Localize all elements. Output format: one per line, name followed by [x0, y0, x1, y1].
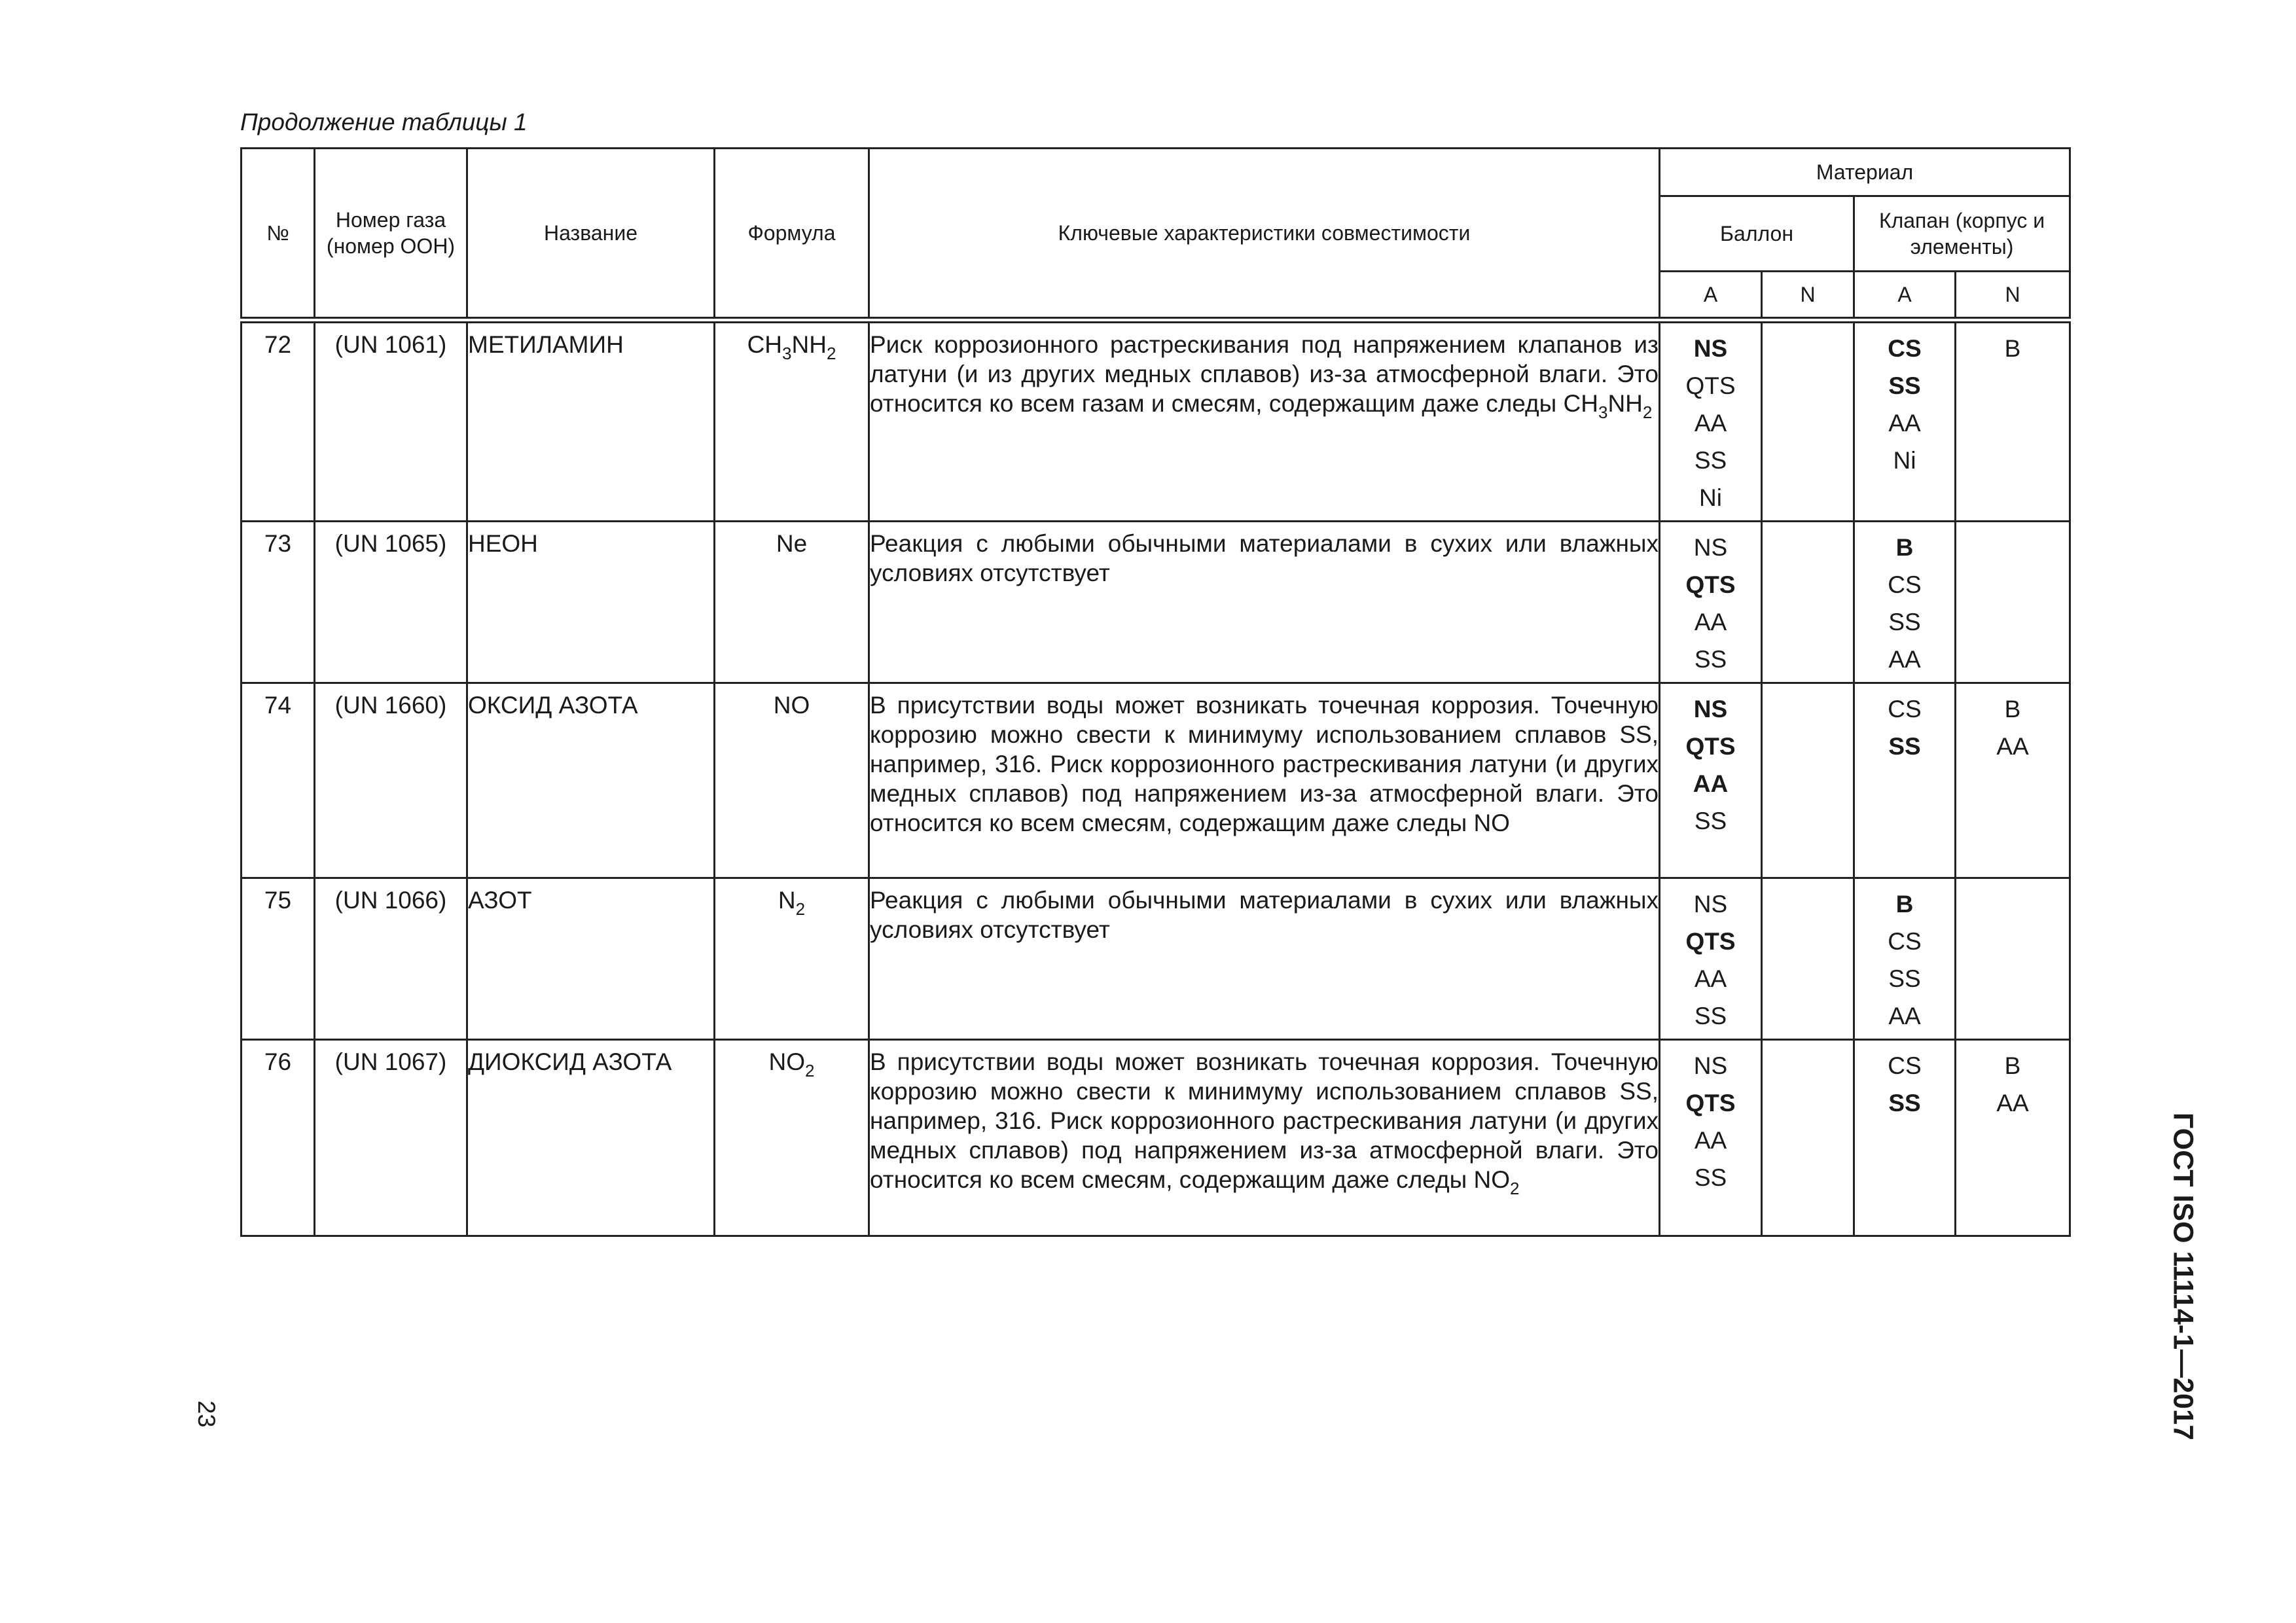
material-code: AA — [1694, 965, 1727, 992]
material-code: AA — [1888, 410, 1921, 437]
material-code: SS — [1888, 372, 1921, 399]
gas-name: АЗОТ — [467, 878, 715, 1040]
header-cylinder-a: A — [1660, 272, 1762, 321]
material-code: SS — [1694, 1164, 1727, 1191]
formula-part: NO — [773, 692, 810, 719]
valve-a-materials — [1854, 320, 1956, 522]
compatibility-table — [240, 147, 2071, 1237]
table-row — [242, 878, 2070, 1040]
un-number: (UN 1066) — [315, 878, 467, 1040]
table-row — [242, 320, 2070, 522]
material-code: QTS — [1685, 1090, 1736, 1116]
row-number: 74 — [242, 683, 315, 878]
gas-name: ОКСИД АЗОТА — [467, 683, 715, 878]
gas-formula — [715, 683, 869, 878]
gas-formula — [715, 1040, 869, 1236]
material-code: QTS — [1685, 733, 1736, 760]
material-code: B — [2004, 335, 2021, 362]
material-code: AA — [1693, 770, 1729, 797]
valve-a-materials — [1854, 1040, 1956, 1236]
formula-part: NO — [1473, 1166, 1510, 1193]
material-code: AA — [1888, 646, 1921, 673]
formula-part: Ne — [776, 530, 808, 557]
material-code: AA — [1694, 1127, 1727, 1154]
cylinder-a-materials — [1660, 320, 1762, 522]
material-code: SS — [1888, 1090, 1921, 1116]
cylinder-a-materials — [1660, 522, 1762, 683]
material-code: NS — [1693, 335, 1728, 362]
formula-subscript: 3 — [782, 344, 792, 363]
table-row — [242, 683, 2070, 878]
standard-designation — [2163, 1113, 2202, 1453]
un-number: (UN 1061) — [315, 320, 467, 522]
material-code: B — [1895, 891, 1914, 918]
un-number: (UN 1065) — [315, 522, 467, 683]
material-code: SS — [1888, 965, 1921, 992]
valve-n-materials — [1956, 522, 2070, 683]
compatibility-description — [869, 320, 1660, 522]
material-code: B — [1895, 534, 1914, 561]
header-name: Название — [467, 149, 715, 321]
material-code: AA — [1996, 733, 2029, 760]
material-code: SS — [1694, 447, 1727, 474]
table-row — [242, 522, 2070, 683]
material-code: NS — [1693, 1052, 1728, 1079]
page-number-text: 23 — [193, 1400, 220, 1428]
material-code: B — [2004, 696, 2021, 722]
material-code: Ni — [1699, 484, 1722, 511]
material-code: QTS — [1685, 928, 1736, 955]
header-valve-a: A — [1854, 272, 1956, 321]
material-code: SS — [1888, 733, 1921, 760]
description-text: Реакция с любыми обычными материалами в сухих или влажных условиях отсутствует — [870, 530, 1659, 586]
cylinder-a-materials — [1660, 683, 1762, 878]
description-text: В присутствии воды может возникать точечная коррозия. Точечную коррозию можно свести к минимуму использованием сплавов SS, например, 316. Риск коррозионного растрескивания латуни (и других медных сплавов) под напряжением из-за атмосферной влаги. Это относится ко всем смесям, содержащим даже следы — [870, 1048, 1659, 1193]
material-code: SS — [1694, 646, 1727, 673]
material-code: Ni — [1893, 447, 1916, 474]
formula-part: NH — [1607, 390, 1643, 417]
page-number — [190, 1400, 223, 1453]
description-text: В присутствии воды может возникать точечная коррозия. Точечную коррозию можно свести к минимуму использованием сплавов SS, например, 316. Риск коррозионного растрескивания латуни (и других медных сплавов) под напряжением из-за атмосферной влаги. Это относится ко всем смесям, содержащим даже следы NO — [870, 692, 1659, 836]
valve-a-materials — [1854, 683, 1956, 878]
compatibility-description — [869, 683, 1660, 878]
header-valve-n: N — [1956, 272, 2070, 321]
row-number: 75 — [242, 878, 315, 1040]
header-material: Материал — [1660, 149, 2070, 196]
formula-part: CH — [747, 331, 783, 358]
material-code: SS — [1694, 808, 1727, 834]
formula-part: NO — [768, 1048, 806, 1075]
header-cylinder-n: N — [1762, 272, 1854, 321]
valve-a-materials — [1854, 522, 1956, 683]
header-valve: Клапан (корпус и элементы) — [1854, 196, 2070, 272]
header-characteristics: Ключевые характеристики совместимости — [869, 149, 1660, 321]
material-code: NS — [1693, 696, 1728, 722]
valve-n-materials — [1956, 1040, 2070, 1236]
formula-part: N — [778, 887, 796, 914]
material-code: CS — [1888, 928, 1922, 955]
gas-formula — [715, 878, 869, 1040]
header-formula: Формула — [715, 149, 869, 321]
cylinder-a-materials — [1660, 878, 1762, 1040]
material-code: NS — [1693, 534, 1728, 561]
material-code: AA — [1694, 609, 1727, 635]
compatibility-description — [869, 1040, 1660, 1236]
valve-n-materials — [1956, 878, 2070, 1040]
material-code: CS — [1888, 335, 1922, 362]
material-code: SS — [1888, 609, 1921, 635]
material-code: NS — [1693, 891, 1728, 918]
valve-n-materials — [1956, 320, 2070, 522]
valve-n-materials — [1956, 683, 2070, 878]
cylinder-n-materials — [1762, 1040, 1854, 1236]
material-code: B — [2004, 1052, 2021, 1079]
header-num: № — [242, 149, 315, 321]
formula-subscript: 2 — [805, 1061, 815, 1080]
cylinder-n-materials — [1762, 320, 1854, 522]
standard-text: ГОСТ ISO 11114-1—2017 — [2167, 1113, 2199, 1440]
material-code: AA — [1694, 410, 1727, 437]
compatibility-description — [869, 878, 1660, 1040]
gas-name: МЕТИЛАМИН — [467, 320, 715, 522]
description-text: Риск коррозионного растрескивания под напряжением клапанов из латуни (и из других медных сплавов) из-за атмосферной влаги. Это относится ко всем газам и смесям, содержащим даже следы — [870, 331, 1659, 417]
valve-a-materials — [1854, 878, 1956, 1040]
gas-formula — [715, 320, 869, 522]
material-code: SS — [1694, 1003, 1727, 1029]
cylinder-n-materials — [1762, 683, 1854, 878]
material-code: CS — [1888, 1052, 1922, 1079]
material-code: QTS — [1685, 372, 1736, 399]
formula-subscript: 3 — [1598, 402, 1608, 422]
header-cylinder: Баллон — [1660, 196, 1854, 272]
formula-subscript: 2 — [826, 344, 836, 363]
cylinder-a-materials — [1660, 1040, 1762, 1236]
table-caption: Продолжение таблицы 1 — [240, 109, 528, 135]
material-code: AA — [1996, 1090, 2029, 1116]
gas-name: ДИОКСИД АЗОТА — [467, 1040, 715, 1236]
row-number: 76 — [242, 1040, 315, 1236]
table-row — [242, 1040, 2070, 1236]
material-code: QTS — [1685, 571, 1736, 598]
table-body — [242, 320, 2070, 1236]
gas-name: НЕОН — [467, 522, 715, 683]
material-code: CS — [1888, 696, 1922, 722]
header-gas-number: Номер газа (номер ООН) — [315, 149, 467, 321]
row-number: 72 — [242, 320, 315, 522]
gas-formula — [715, 522, 869, 683]
material-code: CS — [1888, 571, 1922, 598]
row-number: 73 — [242, 522, 315, 683]
material-code: AA — [1888, 1003, 1921, 1029]
un-number: (UN 1067) — [315, 1040, 467, 1236]
formula-part: NH — [791, 331, 827, 358]
formula-subscript: 2 — [795, 899, 806, 919]
cylinder-n-materials — [1762, 878, 1854, 1040]
compatibility-description — [869, 522, 1660, 683]
description-text: Реакция с любыми обычными материалами в сухих или влажных условиях отсутствует — [870, 887, 1659, 943]
cylinder-n-materials — [1762, 522, 1854, 683]
un-number: (UN 1660) — [315, 683, 467, 878]
formula-subscript: 2 — [1509, 1179, 1520, 1198]
formula-part: CH — [1563, 390, 1598, 417]
formula-subscript: 2 — [1642, 402, 1653, 422]
